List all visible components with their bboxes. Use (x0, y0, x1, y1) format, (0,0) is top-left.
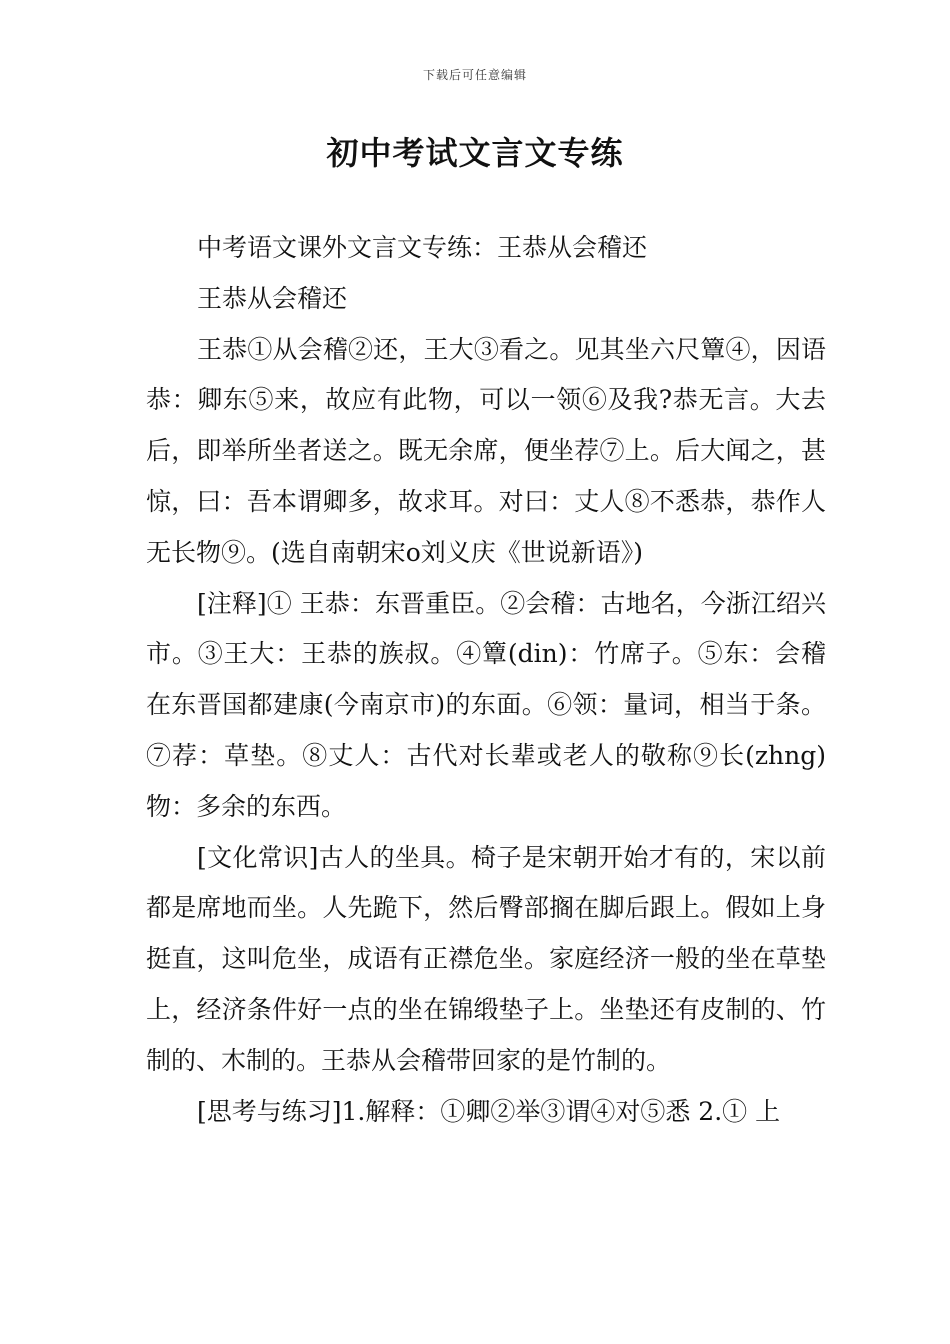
paragraph-text-title: 王恭从会稽还 (197, 283, 348, 313)
paragraph-exercises: [思考与练习]1.解释：①卿②举③谓④对⑤悉 2.① 上 (197, 1096, 781, 1126)
document-body (146, 223, 826, 1137)
document-title: 初中考试文言文专练 (326, 134, 624, 172)
paragraph-classical-text: 王恭①从会稽②还，王大③看之。见其坐六尺簟④，因语恭：卿东⑤来，故应有此物，可以一领⑥及我?恭无言。大去后，即举所坐者送之。既无余席，便坐荐⑦上。后大闻之，甚惊，曰：吾本谓卿多，故求耳。对曰：丈人⑧不悉恭，恭作人无长物⑨。(选自南朝宋ο刘义庆《世说新语》) (146, 334, 826, 567)
header-note: 下载后可任意编辑 (422, 68, 527, 82)
paragraph-cultural-knowledge: [文化常识]古人的坐具。椅子是宋朝开始才有的，宋以前都是席地而坐。人先跪下，然后臀部搁在脚后跟上。假如上身挺直，这叫危坐，成语有正襟危坐。家庭经济一般的坐在草垫上，经济条件好一点的坐在锦缎垫子上。坐垫还有皮制的、竹制的、木制的。王恭从会稽带回家的是竹制的。 (146, 842, 826, 1075)
paragraph-subtitle: 中考语文课外文言文专练：王恭从会稽还 (197, 233, 648, 262)
paragraph-notes: [注释]① 王恭：东晋重臣。②会稽：古地名，今浙江绍兴市。③王大：王恭的族叔。④簟(din)：竹席子。⑤东：会稽在东晋国都建康(今南京市)的东面。⑥领：量词，相当于条。⑦荐：草垫。⑧丈人：古代对长辈或老人的敬称⑨长(zhng)物：多余的东西。 (146, 588, 826, 821)
